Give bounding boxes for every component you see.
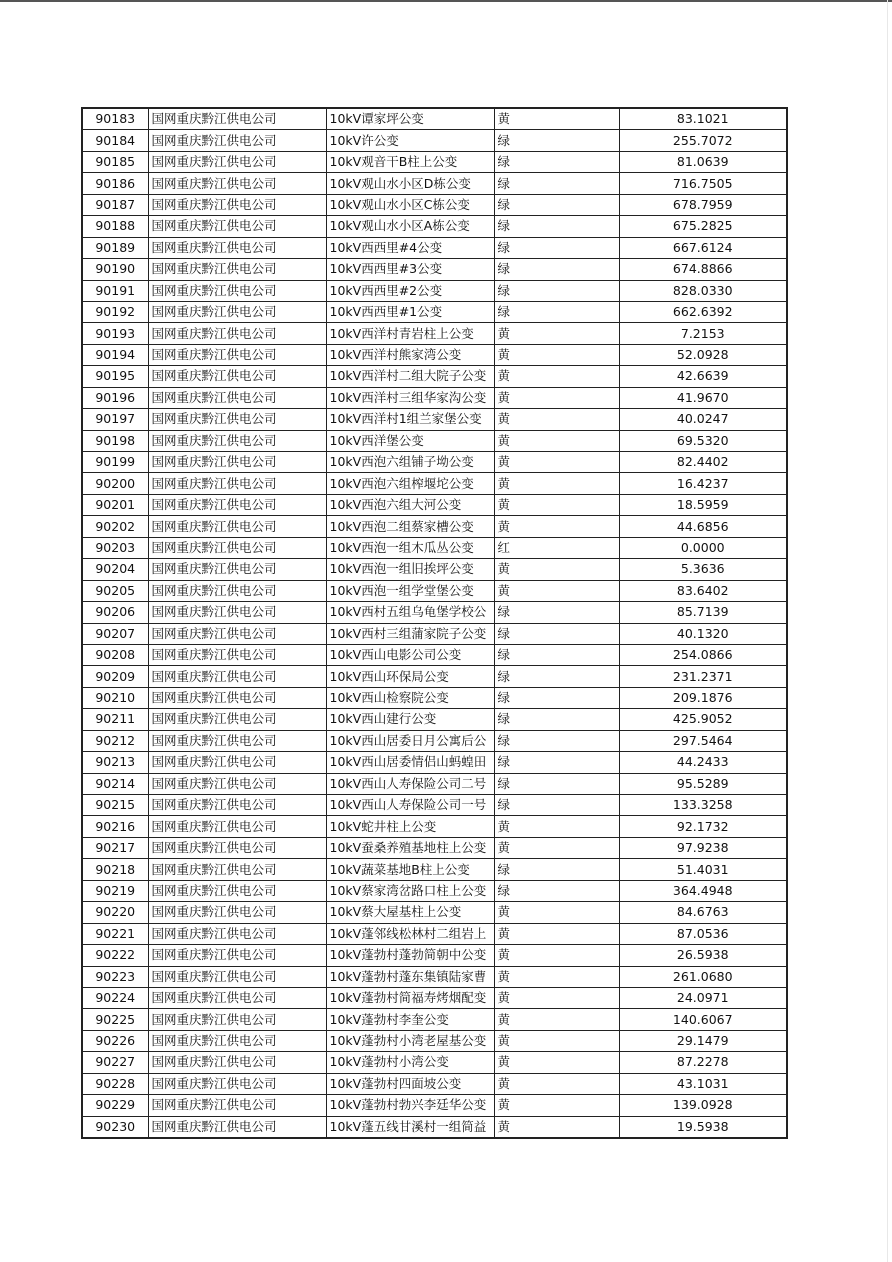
table-row [82, 130, 787, 151]
table-row [82, 559, 787, 580]
station-cell: 10kV蔬菜基地B柱上公变 [326, 859, 494, 880]
station-cell: 10kV许公变 [326, 130, 494, 151]
station-cell: 10kV蛇井柱上公变 [326, 816, 494, 837]
id-cell: 90184 [82, 130, 148, 151]
value-cell: 255.7072 [619, 130, 787, 151]
station-cell: 10kV西村五组乌龟堡学校公 [326, 602, 494, 623]
value-cell: 81.0639 [619, 151, 787, 172]
id-cell: 90229 [82, 1095, 148, 1116]
table-row [82, 516, 787, 537]
value-cell: 5.3636 [619, 559, 787, 580]
status-cell: 黄 [494, 1095, 619, 1116]
value-cell: 85.7139 [619, 602, 787, 623]
id-cell: 90216 [82, 816, 148, 837]
company-cell: 国网重庆黔江供电公司 [148, 387, 326, 408]
company-cell: 国网重庆黔江供电公司 [148, 173, 326, 194]
status-cell: 红 [494, 537, 619, 558]
id-cell: 90202 [82, 516, 148, 537]
value-cell: 16.4237 [619, 473, 787, 494]
company-cell: 国网重庆黔江供电公司 [148, 130, 326, 151]
id-cell: 90207 [82, 623, 148, 644]
station-cell: 10kV西泡六组榨堰坨公变 [326, 473, 494, 494]
station-cell: 10kV蓬邻线松林村二组岩上 [326, 923, 494, 944]
id-cell: 90200 [82, 473, 148, 494]
status-cell: 绿 [494, 644, 619, 665]
table-row [82, 623, 787, 644]
id-cell: 90187 [82, 194, 148, 215]
value-cell: 678.7959 [619, 194, 787, 215]
status-cell: 绿 [494, 709, 619, 730]
table-row [82, 816, 787, 837]
station-cell: 10kV蓬勃村李奎公变 [326, 1009, 494, 1030]
id-cell: 90191 [82, 280, 148, 301]
status-cell: 绿 [494, 301, 619, 322]
table-row [82, 387, 787, 408]
status-cell: 绿 [494, 730, 619, 751]
station-cell: 10kV西洋村青岩柱上公变 [326, 323, 494, 344]
company-cell: 国网重庆黔江供电公司 [148, 301, 326, 322]
station-cell: 10kV西泡二组蔡家槽公变 [326, 516, 494, 537]
station-cell: 10kV西泡一组木瓜丛公变 [326, 537, 494, 558]
id-cell: 90201 [82, 494, 148, 515]
company-cell: 国网重庆黔江供电公司 [148, 216, 326, 237]
company-cell: 国网重庆黔江供电公司 [148, 666, 326, 687]
status-cell: 黄 [494, 516, 619, 537]
value-cell: 716.7505 [619, 173, 787, 194]
id-cell: 90219 [82, 880, 148, 901]
table-row [82, 859, 787, 880]
table-row [82, 151, 787, 172]
table-row [82, 537, 787, 558]
id-cell: 90205 [82, 580, 148, 601]
table-row [82, 687, 787, 708]
id-cell: 90195 [82, 366, 148, 387]
id-cell: 90213 [82, 752, 148, 773]
id-cell: 90210 [82, 687, 148, 708]
table-row [82, 795, 787, 816]
value-cell: 140.6067 [619, 1009, 787, 1030]
company-cell: 国网重庆黔江供电公司 [148, 580, 326, 601]
status-cell: 黄 [494, 473, 619, 494]
id-cell: 90212 [82, 730, 148, 751]
table-row [82, 1030, 787, 1051]
value-cell: 667.6124 [619, 237, 787, 258]
station-cell: 10kV西洋村熊家湾公变 [326, 344, 494, 365]
company-cell: 国网重庆黔江供电公司 [148, 473, 326, 494]
status-cell: 黄 [494, 837, 619, 858]
status-cell: 绿 [494, 280, 619, 301]
station-cell: 10kV蓬勃村蓬勃简朝中公变 [326, 945, 494, 966]
table-row [82, 1052, 787, 1073]
value-cell: 29.1479 [619, 1030, 787, 1051]
id-cell: 90217 [82, 837, 148, 858]
company-cell: 国网重庆黔江供电公司 [148, 709, 326, 730]
station-cell: 10kV蓬五线甘溪村一组简益 [326, 1116, 494, 1138]
table-row [82, 987, 787, 1008]
station-cell: 10kV蓬勃村小湾公变 [326, 1052, 494, 1073]
table-row [82, 237, 787, 258]
value-cell: 18.5959 [619, 494, 787, 515]
status-cell: 绿 [494, 752, 619, 773]
value-cell: 231.2371 [619, 666, 787, 687]
status-cell: 绿 [494, 194, 619, 215]
id-cell: 90193 [82, 323, 148, 344]
status-cell: 黄 [494, 387, 619, 408]
company-cell: 国网重庆黔江供电公司 [148, 259, 326, 280]
table-row [82, 1095, 787, 1116]
value-cell: 41.9670 [619, 387, 787, 408]
status-cell: 黄 [494, 987, 619, 1008]
station-cell: 10kV西山检察院公变 [326, 687, 494, 708]
station-cell: 10kV蔡大屋基柱上公变 [326, 902, 494, 923]
table-body [82, 108, 787, 1138]
page-top-border [0, 0, 892, 2]
value-cell: 209.1876 [619, 687, 787, 708]
table-row [82, 1116, 787, 1138]
table-row [82, 494, 787, 515]
id-cell: 90221 [82, 923, 148, 944]
company-cell: 国网重庆黔江供电公司 [148, 644, 326, 665]
company-cell: 国网重庆黔江供电公司 [148, 494, 326, 515]
company-cell: 国网重庆黔江供电公司 [148, 559, 326, 580]
status-cell: 绿 [494, 602, 619, 623]
status-cell: 绿 [494, 216, 619, 237]
company-cell: 国网重庆黔江供电公司 [148, 1009, 326, 1030]
status-cell: 绿 [494, 237, 619, 258]
company-cell: 国网重庆黔江供电公司 [148, 602, 326, 623]
id-cell: 90223 [82, 966, 148, 987]
station-cell: 10kV西西里#4公变 [326, 237, 494, 258]
table-row [82, 430, 787, 451]
value-cell: 425.9052 [619, 709, 787, 730]
company-cell: 国网重庆黔江供电公司 [148, 730, 326, 751]
value-cell: 139.0928 [619, 1095, 787, 1116]
company-cell: 国网重庆黔江供电公司 [148, 795, 326, 816]
company-cell: 国网重庆黔江供电公司 [148, 280, 326, 301]
table-row [82, 966, 787, 987]
status-cell: 黄 [494, 1116, 619, 1138]
station-cell: 10kV观山水小区D栋公变 [326, 173, 494, 194]
data-table [81, 107, 788, 1139]
station-cell: 10kV西山电影公司公变 [326, 644, 494, 665]
company-cell: 国网重庆黔江供电公司 [148, 430, 326, 451]
status-cell: 绿 [494, 687, 619, 708]
id-cell: 90188 [82, 216, 148, 237]
id-cell: 90228 [82, 1073, 148, 1094]
value-cell: 69.5320 [619, 430, 787, 451]
station-cell: 10kV蓬勃村蓬东集镇陆家曹 [326, 966, 494, 987]
value-cell: 87.0536 [619, 923, 787, 944]
status-cell: 绿 [494, 666, 619, 687]
value-cell: 44.2433 [619, 752, 787, 773]
station-cell: 10kV西泡六组大河公变 [326, 494, 494, 515]
company-cell: 国网重庆黔江供电公司 [148, 966, 326, 987]
table-row [82, 344, 787, 365]
status-cell: 绿 [494, 773, 619, 794]
station-cell: 10kV西山建行公变 [326, 709, 494, 730]
station-cell: 10kV西山环保局公变 [326, 666, 494, 687]
id-cell: 90218 [82, 859, 148, 880]
value-cell: 51.4031 [619, 859, 787, 880]
value-cell: 26.5938 [619, 945, 787, 966]
station-cell: 10kV西山人寿保险公司二号 [326, 773, 494, 794]
id-cell: 90215 [82, 795, 148, 816]
station-cell: 10kV蓬勃村四面坡公变 [326, 1073, 494, 1094]
table-row [82, 602, 787, 623]
status-cell: 绿 [494, 880, 619, 901]
company-cell: 国网重庆黔江供电公司 [148, 516, 326, 537]
company-cell: 国网重庆黔江供电公司 [148, 194, 326, 215]
station-cell: 10kV蓬勃村勃兴李廷华公变 [326, 1095, 494, 1116]
id-cell: 90192 [82, 301, 148, 322]
value-cell: 44.6856 [619, 516, 787, 537]
value-cell: 675.2825 [619, 216, 787, 237]
value-cell: 662.6392 [619, 301, 787, 322]
id-cell: 90220 [82, 902, 148, 923]
table-row [82, 709, 787, 730]
table-row [82, 902, 787, 923]
value-cell: 97.9238 [619, 837, 787, 858]
value-cell: 92.1732 [619, 816, 787, 837]
status-cell: 黄 [494, 966, 619, 987]
company-cell: 国网重庆黔江供电公司 [148, 366, 326, 387]
value-cell: 40.0247 [619, 409, 787, 430]
station-cell: 10kV蚕桑养殖基地柱上公变 [326, 837, 494, 858]
value-cell: 297.5464 [619, 730, 787, 751]
station-cell: 10kV西山人寿保险公司一号 [326, 795, 494, 816]
status-cell: 黄 [494, 559, 619, 580]
table-row [82, 666, 787, 687]
station-cell: 10kV西泡一组旧挨坪公变 [326, 559, 494, 580]
id-cell: 90204 [82, 559, 148, 580]
company-cell: 国网重庆黔江供电公司 [148, 409, 326, 430]
id-cell: 90198 [82, 430, 148, 451]
station-cell: 10kV西山居委日月公寓后公 [326, 730, 494, 751]
station-cell: 10kV观山水小区A栋公变 [326, 216, 494, 237]
id-cell: 90186 [82, 173, 148, 194]
company-cell: 国网重庆黔江供电公司 [148, 837, 326, 858]
station-cell: 10kV西山居委情侣山蚂蝗田 [326, 752, 494, 773]
company-cell: 国网重庆黔江供电公司 [148, 151, 326, 172]
table-row [82, 880, 787, 901]
station-cell: 10kV西泡一组学堂堡公变 [326, 580, 494, 601]
status-cell: 黄 [494, 1009, 619, 1030]
status-cell: 黄 [494, 923, 619, 944]
value-cell: 133.3258 [619, 795, 787, 816]
status-cell: 绿 [494, 130, 619, 151]
id-cell: 90214 [82, 773, 148, 794]
status-cell: 黄 [494, 580, 619, 601]
table-row [82, 301, 787, 322]
company-cell: 国网重庆黔江供电公司 [148, 987, 326, 1008]
id-cell: 90196 [82, 387, 148, 408]
station-cell: 10kV谭家坪公变 [326, 108, 494, 130]
station-cell: 10kV蓬勃村小湾老屋基公变 [326, 1030, 494, 1051]
company-cell: 国网重庆黔江供电公司 [148, 1030, 326, 1051]
id-cell: 90190 [82, 259, 148, 280]
value-cell: 42.6639 [619, 366, 787, 387]
value-cell: 7.2153 [619, 323, 787, 344]
status-cell: 黄 [494, 494, 619, 515]
page-right-edge [887, 0, 888, 1262]
company-cell: 国网重庆黔江供电公司 [148, 902, 326, 923]
id-cell: 90225 [82, 1009, 148, 1030]
status-cell: 绿 [494, 173, 619, 194]
table-row [82, 773, 787, 794]
id-cell: 90185 [82, 151, 148, 172]
status-cell: 黄 [494, 816, 619, 837]
value-cell: 828.0330 [619, 280, 787, 301]
company-cell: 国网重庆黔江供电公司 [148, 323, 326, 344]
table-row [82, 644, 787, 665]
status-cell: 黄 [494, 945, 619, 966]
company-cell: 国网重庆黔江供电公司 [148, 1095, 326, 1116]
value-cell: 83.6402 [619, 580, 787, 601]
status-cell: 黄 [494, 366, 619, 387]
status-cell: 绿 [494, 259, 619, 280]
id-cell: 90230 [82, 1116, 148, 1138]
station-cell: 10kV观山水小区C栋公变 [326, 194, 494, 215]
table-row [82, 837, 787, 858]
status-cell: 黄 [494, 1052, 619, 1073]
id-cell: 90206 [82, 602, 148, 623]
company-cell: 国网重庆黔江供电公司 [148, 1052, 326, 1073]
id-cell: 90189 [82, 237, 148, 258]
id-cell: 90194 [82, 344, 148, 365]
company-cell: 国网重庆黔江供电公司 [148, 623, 326, 644]
value-cell: 0.0000 [619, 537, 787, 558]
company-cell: 国网重庆黔江供电公司 [148, 108, 326, 130]
company-cell: 国网重庆黔江供电公司 [148, 237, 326, 258]
status-cell: 黄 [494, 452, 619, 473]
table-row [82, 945, 787, 966]
value-cell: 40.1320 [619, 623, 787, 644]
company-cell: 国网重庆黔江供电公司 [148, 344, 326, 365]
company-cell: 国网重庆黔江供电公司 [148, 816, 326, 837]
company-cell: 国网重庆黔江供电公司 [148, 537, 326, 558]
value-cell: 19.5938 [619, 1116, 787, 1138]
value-cell: 82.4402 [619, 452, 787, 473]
table-row [82, 452, 787, 473]
table-row [82, 108, 787, 130]
id-cell: 90224 [82, 987, 148, 1008]
company-cell: 国网重庆黔江供电公司 [148, 752, 326, 773]
station-cell: 10kV西洋堡公变 [326, 430, 494, 451]
status-cell: 绿 [494, 623, 619, 644]
company-cell: 国网重庆黔江供电公司 [148, 1116, 326, 1138]
table-row [82, 1073, 787, 1094]
value-cell: 95.5289 [619, 773, 787, 794]
status-cell: 黄 [494, 323, 619, 344]
value-cell: 87.2278 [619, 1052, 787, 1073]
station-cell: 10kV西村三组蒲家院子公变 [326, 623, 494, 644]
table-row [82, 280, 787, 301]
table-row [82, 366, 787, 387]
value-cell: 364.4948 [619, 880, 787, 901]
id-cell: 90227 [82, 1052, 148, 1073]
value-cell: 43.1031 [619, 1073, 787, 1094]
id-cell: 90208 [82, 644, 148, 665]
status-cell: 黄 [494, 344, 619, 365]
company-cell: 国网重庆黔江供电公司 [148, 773, 326, 794]
company-cell: 国网重庆黔江供电公司 [148, 945, 326, 966]
table-row [82, 923, 787, 944]
table-row [82, 1009, 787, 1030]
company-cell: 国网重庆黔江供电公司 [148, 1073, 326, 1094]
id-cell: 90203 [82, 537, 148, 558]
station-cell: 10kV西洋村二组大院子公变 [326, 366, 494, 387]
table-row [82, 730, 787, 751]
id-cell: 90209 [82, 666, 148, 687]
id-cell: 90226 [82, 1030, 148, 1051]
status-cell: 绿 [494, 151, 619, 172]
company-cell: 国网重庆黔江供电公司 [148, 687, 326, 708]
station-cell: 10kV西泡六组铺子坳公变 [326, 452, 494, 473]
value-cell: 254.0866 [619, 644, 787, 665]
status-cell: 绿 [494, 795, 619, 816]
station-cell: 10kV西洋村1组兰家堡公变 [326, 409, 494, 430]
table-row [82, 259, 787, 280]
station-cell: 10kV蔡家湾岔路口柱上公变 [326, 880, 494, 901]
id-cell: 90197 [82, 409, 148, 430]
status-cell: 黄 [494, 430, 619, 451]
table-row [82, 473, 787, 494]
id-cell: 90183 [82, 108, 148, 130]
table-row [82, 323, 787, 344]
table-row [82, 194, 787, 215]
status-cell: 黄 [494, 902, 619, 923]
status-cell: 黄 [494, 108, 619, 130]
station-cell: 10kV观音干B柱上公变 [326, 151, 494, 172]
value-cell: 24.0971 [619, 987, 787, 1008]
station-cell: 10kV西西里#2公变 [326, 280, 494, 301]
station-cell: 10kV西西里#3公变 [326, 259, 494, 280]
value-cell: 83.1021 [619, 108, 787, 130]
status-cell: 黄 [494, 1030, 619, 1051]
id-cell: 90222 [82, 945, 148, 966]
status-cell: 绿 [494, 859, 619, 880]
value-cell: 84.6763 [619, 902, 787, 923]
table-row [82, 216, 787, 237]
table-row [82, 752, 787, 773]
station-cell: 10kV蓬勃村简福寿烤烟配变 [326, 987, 494, 1008]
table-row [82, 173, 787, 194]
id-cell: 90199 [82, 452, 148, 473]
status-cell: 黄 [494, 409, 619, 430]
station-cell: 10kV西洋村三组华家沟公变 [326, 387, 494, 408]
company-cell: 国网重庆黔江供电公司 [148, 923, 326, 944]
company-cell: 国网重庆黔江供电公司 [148, 452, 326, 473]
value-cell: 261.0680 [619, 966, 787, 987]
table-row [82, 409, 787, 430]
company-cell: 国网重庆黔江供电公司 [148, 859, 326, 880]
status-cell: 黄 [494, 1073, 619, 1094]
value-cell: 674.8866 [619, 259, 787, 280]
station-cell: 10kV西西里#1公变 [326, 301, 494, 322]
id-cell: 90211 [82, 709, 148, 730]
company-cell: 国网重庆黔江供电公司 [148, 880, 326, 901]
value-cell: 52.0928 [619, 344, 787, 365]
table-row [82, 580, 787, 601]
